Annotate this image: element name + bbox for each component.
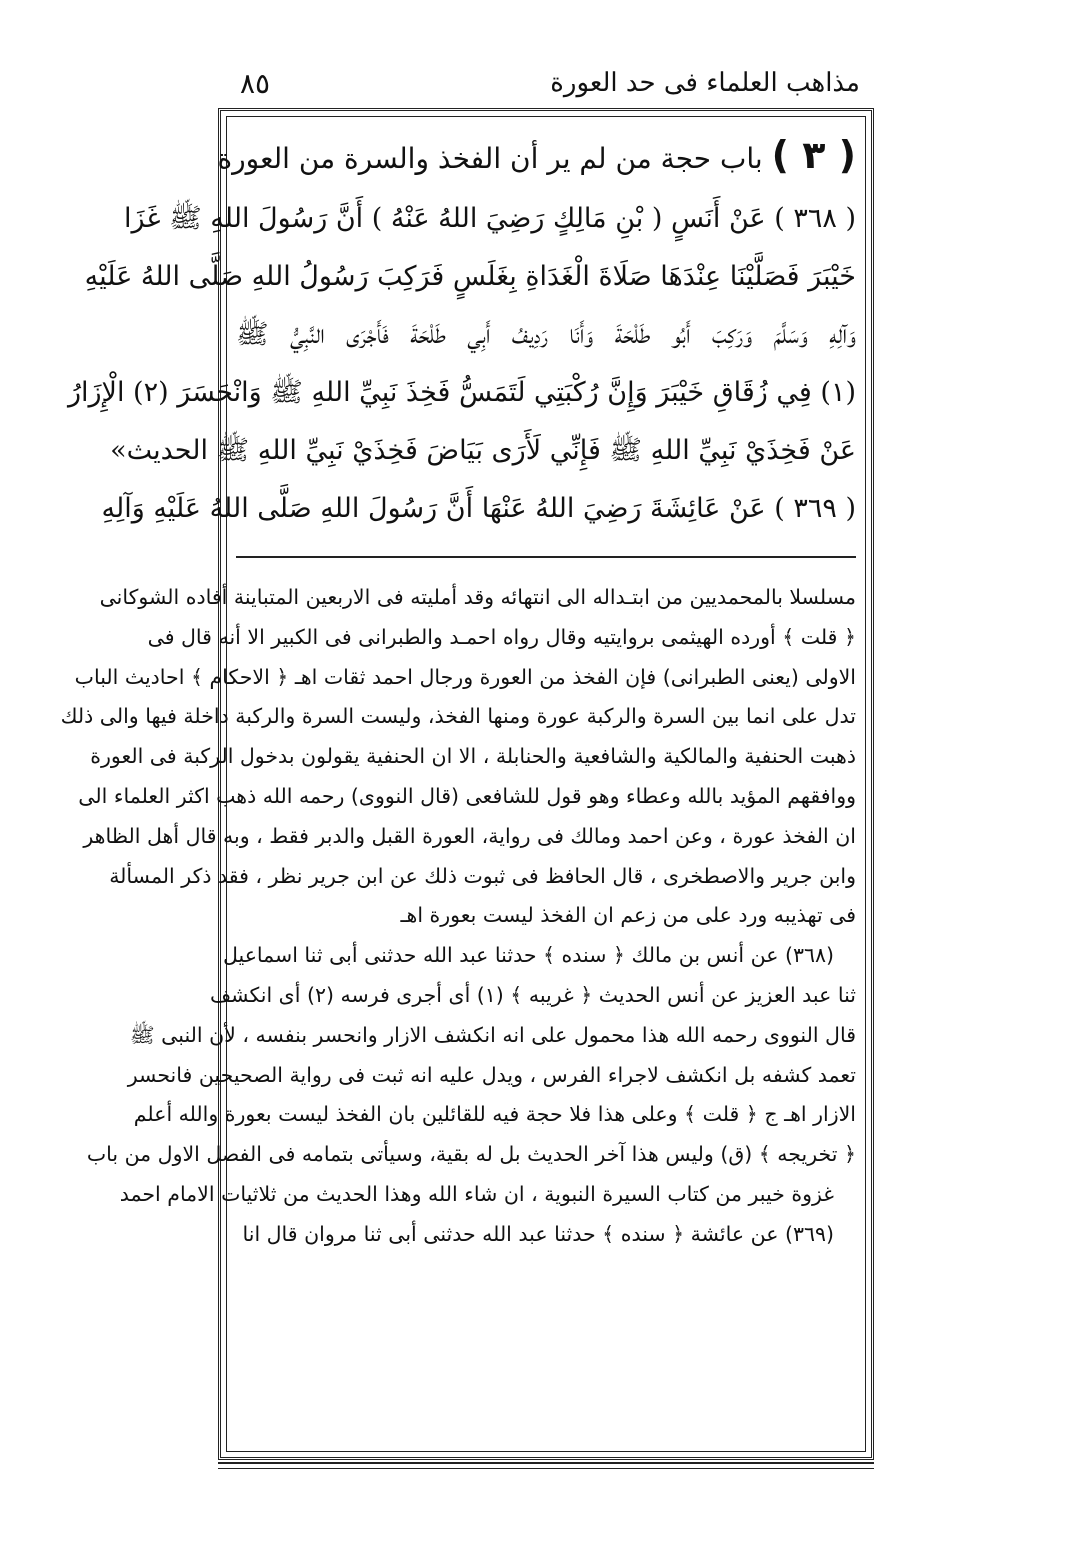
commentary-line: الازار اهـ ج ﴿ قلت ﴾ وعلى هذا فلا حجة فيه للقائلين بان الفخذ ليست بعورة والله أعلم bbox=[133, 1102, 856, 1127]
page-number: ٨٥ bbox=[240, 66, 271, 100]
chapter-title: باب حجة من لم ير أن الفخذ والسرة من العورة bbox=[217, 142, 763, 175]
commentary-line: تعمد كشفه بل انكشف لاجراء الفرس ، ويدل عليه انه ثبت فى رواية الصحيحين فانحسر bbox=[127, 1062, 856, 1087]
commentary-line: ﴿ تخريجه ﴾ (ق) وليس هذا آخر الحديث بل له بقية، وسيأتى بتمامه فى الفصل الاول من باب bbox=[86, 1142, 856, 1167]
hadith-line: عَنْ فَخِذَيْ نَبِيِّ اللهِ ﷺ فَإِنِّي لَأَرَى بَيَاضَ فَخِذَيْ نَبِيِّ اللهِ ﷺ الحديث» bbox=[110, 435, 856, 466]
section-divider bbox=[236, 556, 856, 558]
commentary-line: ثنا عبد العزيز عن أنس الحديث ﴿ غريبه ﴾ (١) أى أجرى فرسه (٢) أى انكشف bbox=[209, 982, 856, 1007]
commentary-line: قال النووى رحمه الله هذا محمول على انه انكشف الازار وانحسر بنفسه ، لأن النبى ﷺ bbox=[129, 1022, 856, 1047]
commentary-line: فى تهذيبه ورد على من زعم ان الفخذ ليست بعورة اهـ bbox=[400, 903, 856, 928]
bottom-rule bbox=[218, 1462, 874, 1469]
commentary-line: غزوة خيبر من كتاب السيرة النبوية ، ان شاء الله وهذا الحديث من ثلاثيات الامام احمد bbox=[119, 1181, 834, 1206]
commentary-line: ووافقهم المؤيد بالله وعطاء وهو قول للشافعى (قال النووى) رحمه الله ذهب اكثر العلماء الى bbox=[78, 783, 856, 808]
commentary-line: مسلسلا بالمحمديين من ابتـداله الى انتهائه وقد أمليته فى الاربعين المتباينة أفاده الشوكانى bbox=[99, 585, 856, 609]
page-header bbox=[240, 60, 860, 106]
commentary-line: (٣٦٨) عن أنس بن مالك ﴿ سنده ﴾ حدثنا عبد الله حدثنى أبى ثنا اسماعيل bbox=[222, 943, 834, 968]
hadith-line: ( ٣٦٨ ) عَنْ أَنَسٍ ( بْنِ مَالِكٍ رَضِيَ اللهُ عَنْهُ ) أَنَّ رَسُولَ اللهِ ﷺ غَزَا bbox=[124, 203, 856, 234]
commentary-line: ذهبت الحنفية والمالكية والشافعية والحنابلة ، الا ان الحنفية يقولون بدخول الركبة فى العورة bbox=[90, 744, 856, 769]
commentary-line: تدل على انما بين السرة والركبة عورة ومنها الفخذ، وليست السرة والركبة داخلة فيها والى ذلك bbox=[60, 704, 856, 729]
commentary-line: وابن جرير والاصطخرى ، قال الحافظ فى ثبوت ذلك عن ابن جرير نظر ، فقد ذكر المسألة bbox=[109, 863, 856, 888]
running-title: مذاهب العلماء فى حد العورة bbox=[550, 68, 860, 98]
chapter-heading bbox=[217, 120, 856, 190]
page-content bbox=[60, 120, 856, 1448]
commentary-line: (٣٦٩) عن عائشة ﴿ سنده ﴾ حدثنا عبد الله حدثنى أبى ثنا مروان قال انا bbox=[242, 1221, 834, 1246]
hadith-line: وَآلِهِ وَسَلَّمَ وَرَكِبَ أَبُو طَلْحَةَ وَأَنَا رَدِيفُ أَبِي طَلْحَةَ فَأَجْرَى النَّبِيُّ ﷺ bbox=[236, 319, 856, 350]
commentary-line: ﴿ قلت ﴾ أورده الهيثمى بروايتيه وقال رواه احمـد والطبرانى فى الكبير الا أنه قال فى bbox=[147, 624, 856, 649]
commentary-line: ان الفخذ عورة ، وعن احمد ومالك فى رواية، العورة القبل والدبر فقط ، وبه قال أهل الظاهر bbox=[83, 823, 856, 848]
hadith-line: خَيْبَرَ فَصَلَّيْنَا عِنْدَهَا صَلَاةَ الْغَدَاةِ بِغَلَسٍ فَرَكِبَ رَسُولُ اللهِ صَلَّى اللهُ عَلَيْهِ bbox=[84, 261, 856, 292]
hadith-line: (١) فِي زُقَاقِ خَيْبَرَ وَإِنَّ رُكْبَتِي لَتَمَسُّ فَخِذَ نَبِيِّ اللهِ ﷺ وَانْحَسَرَ (٢) الْإِزَارُ bbox=[67, 377, 856, 408]
commentary-text bbox=[60, 578, 856, 1255]
hadith-text bbox=[67, 190, 856, 538]
hadith-line: ( ٣٦٩ ) عَنْ عَائِشَةَ رَضِيَ اللهُ عَنْهَا أَنَّ رَسُولَ اللهِ صَلَّى اللهُ عَلَيْهِ وَآلِهِ bbox=[101, 493, 856, 524]
chapter-number: ( ٣ ) bbox=[771, 133, 856, 177]
commentary-line: الاولى (يعنى الطبرانى) فإن الفخذ من العورة ورجال احمد ثقات اهـ ﴿ الاحكام ﴾ احاديث الباب bbox=[74, 664, 856, 689]
